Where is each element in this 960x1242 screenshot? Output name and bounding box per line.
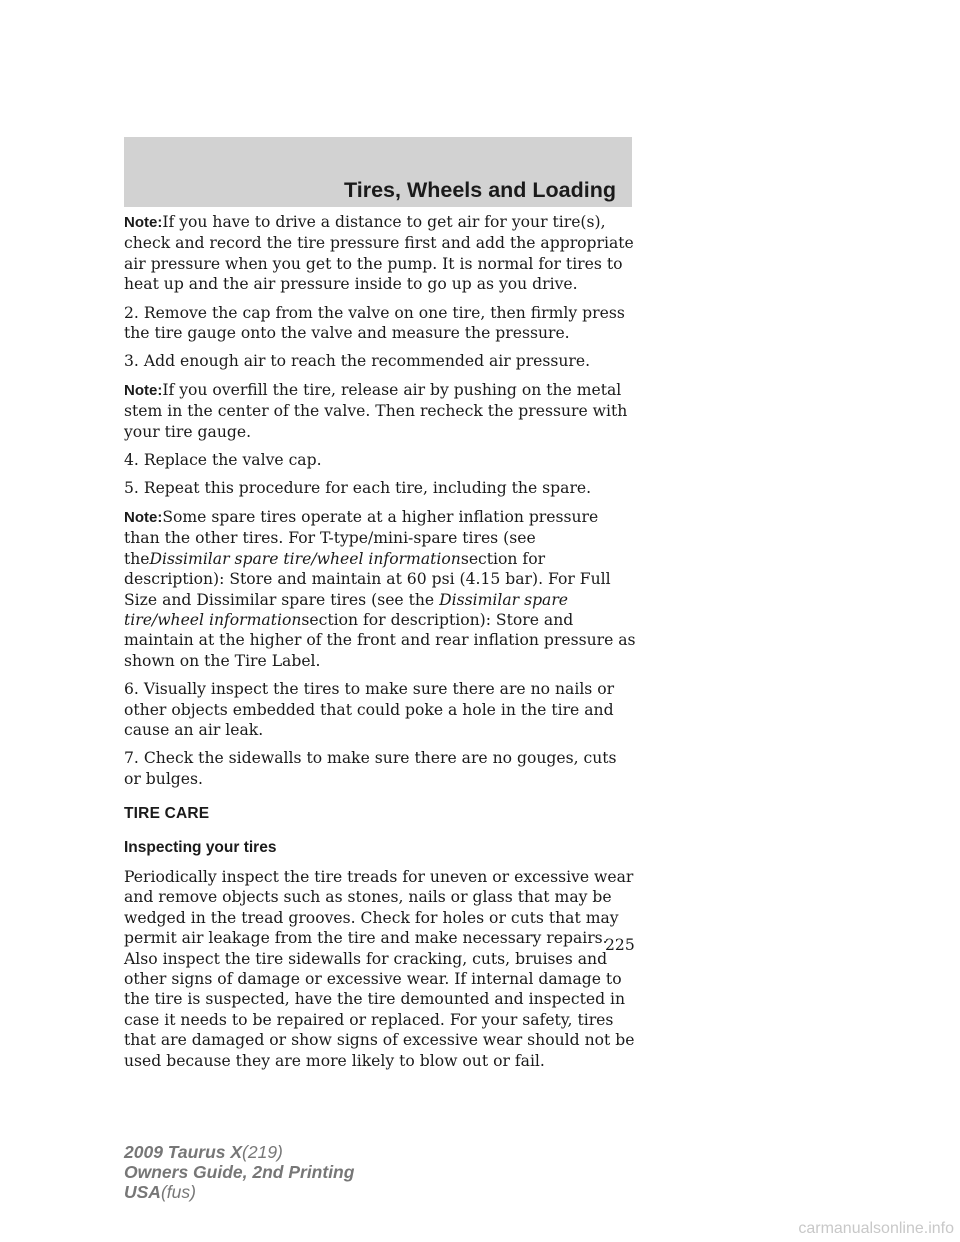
note-text: Some spare tires operate at a higher inflation pressure than the other tires. For T-type/mini-spare tires (see the <box>124 507 599 568</box>
cross-reference-link: Dissimilar spare tire/wheel information <box>149 549 461 568</box>
header-band <box>124 137 632 207</box>
footer-code: (219) <box>242 1142 283 1162</box>
note-label: Note: <box>124 214 163 231</box>
section-heading: TIRE CARE <box>124 805 210 823</box>
note-paragraph <box>124 212 636 295</box>
subsection-heading: Inspecting your tires <box>124 838 277 856</box>
note-label: Note: <box>124 508 163 526</box>
chapter-title: Tires, Wheels and Loading <box>344 178 616 202</box>
cross-reference-link: Dissimilar spare tire/wheel information <box>124 590 569 629</box>
page-content <box>124 212 636 1079</box>
note-paragraph <box>124 380 636 442</box>
print-footer <box>124 1142 354 1202</box>
note-text: section for description): Store and maintain at 60 psi (4.15 bar). For Full Size and Dissimilar spare tires (see the <box>124 549 611 609</box>
step-6: 6. Visually inspect the tires to make sure there are no nails or other objects embedded that could poke a hole in the tire and cause an air leak. <box>124 680 615 739</box>
step-3: 3. Add enough air to reach the recommended air pressure. <box>124 352 591 371</box>
footer-line-2 <box>124 1162 354 1182</box>
footer-model: 2009 Taurus X <box>124 1142 243 1162</box>
footer-line-3 <box>124 1182 354 1202</box>
note-paragraph <box>124 507 636 671</box>
note-text: If you have to drive a distance to get air for your tire(s), check and record the tire pressure first and add the appropriate air pressure when you get to the pump. It is normal for tires to heat up and the air pressure inside to go up as you drive. <box>124 213 634 294</box>
note-text: section for description): Store and maintain at the higher of the front and rear inflation pressure as shown on the Tire Label. <box>124 610 636 670</box>
footer-printing: Owners Guide, 2nd Printing <box>124 1162 355 1182</box>
note-text: If you overfill the tire, release air by pushing on the metal stem in the center of the valve. Then recheck the pressure with your tire gauge. <box>124 380 628 441</box>
footer-market: USA <box>124 1182 161 1202</box>
note-label: Note: <box>124 381 163 399</box>
step-5: 5. Repeat this procedure for each tire, including the spare. <box>124 479 592 498</box>
watermark: carmanualsonline.info <box>798 1220 954 1237</box>
step-4: 4. Replace the valve cap. <box>124 451 322 470</box>
body-paragraph: Periodically inspect the tire treads for uneven or excessive wear and remove objects such as stones, nails or glass that may be wedged in the tread grooves. Check for holes or cuts that may permit air leakage from the tire and make necessary repairs. Also inspect the tire sidewalls for cracking, cuts, bruises and other signs of damage or excessive wear. If internal damage to the tire is suspected, have the tire demounted and inspected in case it needs to be repaired or replaced. For your safety, tires that are damaged or show signs of excessive wear should not be used because they are more likely to blow out or fail. <box>124 867 635 1070</box>
step-7: 7. Check the sidewalls to make sure there are no gouges, cuts or bulges. <box>124 749 617 788</box>
footer-market-code: (fus) <box>160 1182 196 1202</box>
page-number: 225 <box>605 936 635 954</box>
footer-line-1 <box>124 1142 354 1162</box>
step-2: 2. Remove the cap from the valve on one tire, then firmly press the tire gauge onto the valve and measure the pressure. <box>124 303 625 343</box>
